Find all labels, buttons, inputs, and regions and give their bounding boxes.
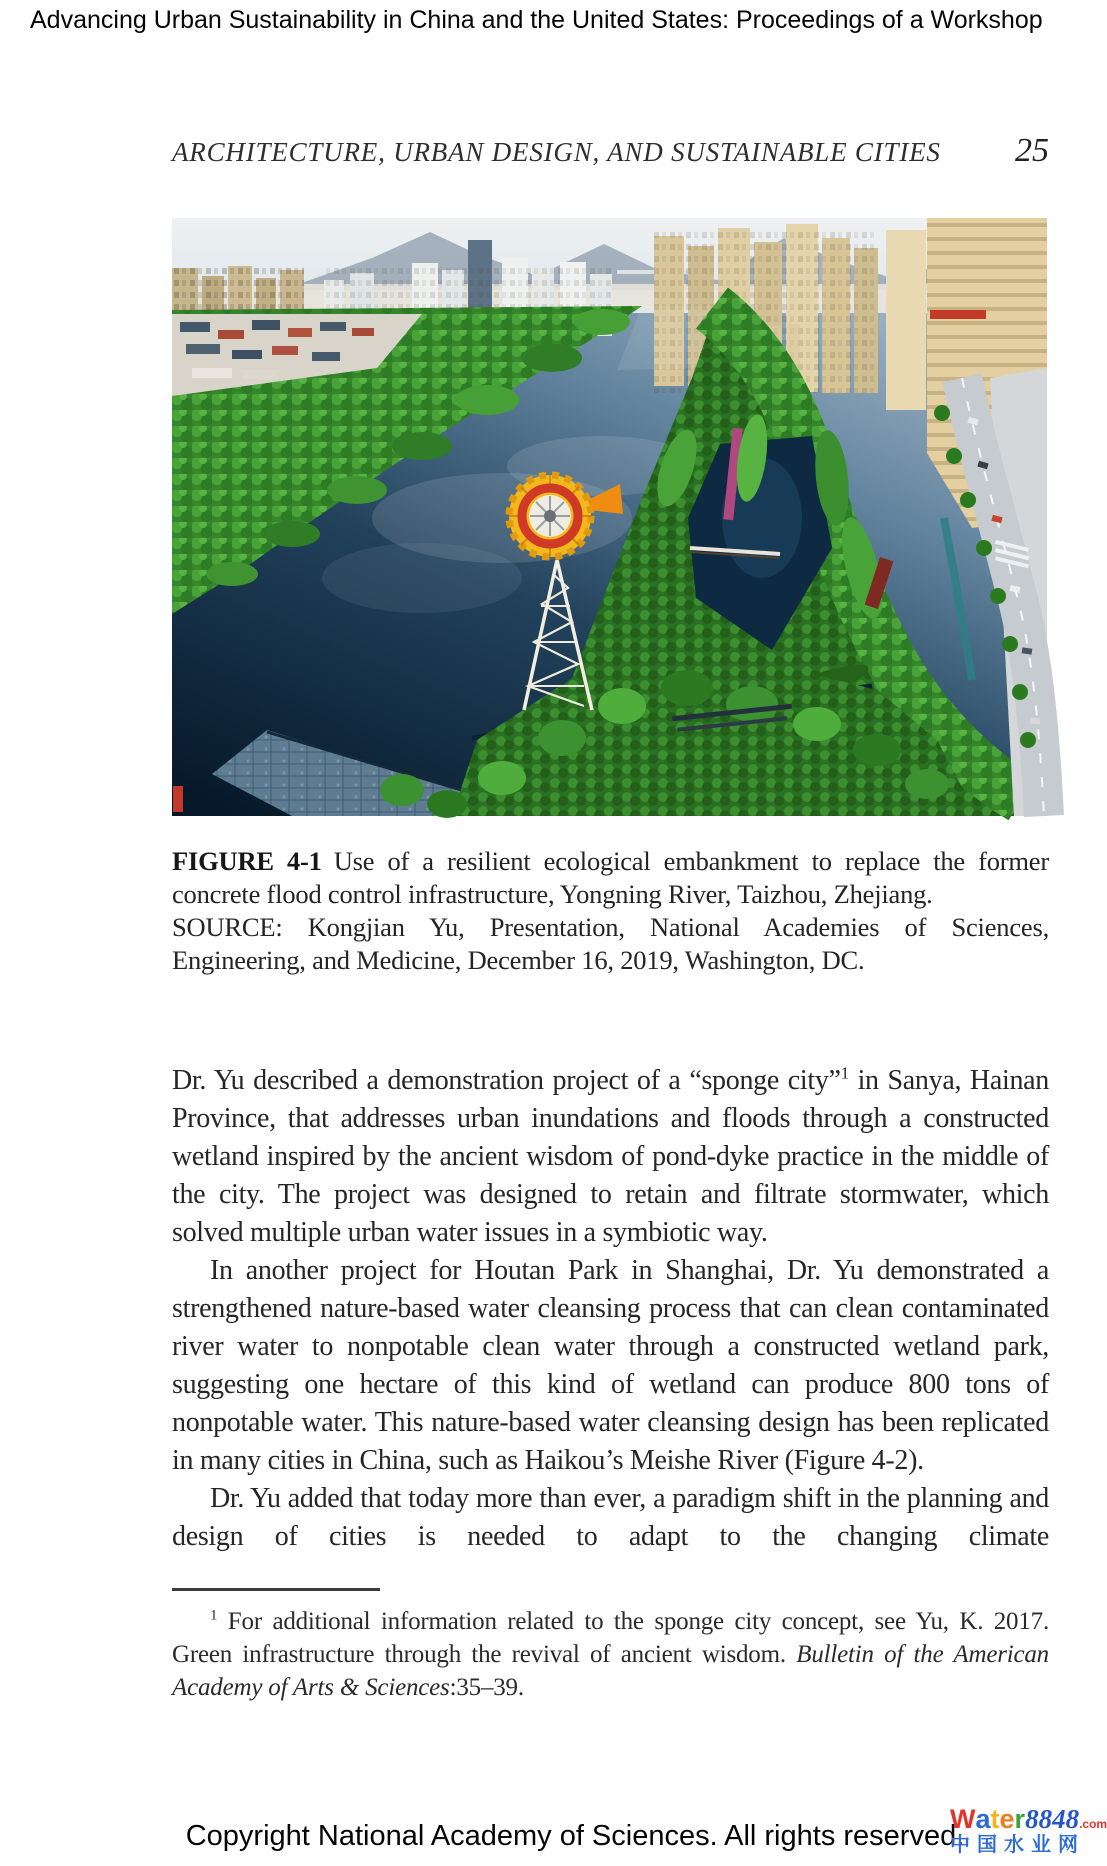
paragraph-1 xyxy=(172,1062,1049,1252)
footnote-reference-1: 1 xyxy=(840,1063,849,1083)
water8848-watermark-logo xyxy=(950,1804,1107,1856)
figure-label: FIGURE 4-1 xyxy=(172,846,322,876)
footnote-text: For additional information related to the sponge city concept, see Yu, K. 2017. Green infrastructure through the revival of ancient wisdom. xyxy=(172,1608,1049,1668)
footnote-block xyxy=(172,1588,1049,1704)
body-text xyxy=(172,1062,1049,1556)
copyright-footer: Copyright National Academy of Sciences. All rights reserved. xyxy=(185,1820,965,1852)
paragraph-1-text: Dr. Yu described a demonstration project of a “sponge city” xyxy=(172,1065,841,1096)
watermark-number: 8848 xyxy=(1025,1804,1080,1834)
watermark-tld: .com xyxy=(1079,1817,1107,1831)
figure-source: SOURCE: Kongjian Yu, Presentation, National Academies of Sciences, Engineering, and Medicine, December 16, 2019, Washington, DC. xyxy=(172,912,1049,975)
page-number: 25 xyxy=(1015,132,1049,169)
red-flag xyxy=(173,786,183,812)
paragraph-1-text-cont: in Sanya, Hainan Province, that addresses urban inundations and floods through a constructed wetland inspired by the ancient wisdom of pond-dyke practice in the middle of the city. The project was designed to retain and filtrate stormwater, which solved multiple urban water issues in a symbiotic way. xyxy=(172,1065,1049,1248)
watermark-letter: e xyxy=(999,1804,1015,1834)
watermark-letter: r xyxy=(1014,1804,1026,1834)
watermark-letter: t xyxy=(990,1804,1000,1834)
figure-caption-block xyxy=(172,845,1049,977)
footnote-rule xyxy=(172,1588,380,1591)
chapter-running-title: ARCHITECTURE, URBAN DESIGN, AND SUSTAINABLE CITIES xyxy=(172,137,941,167)
figure-caption xyxy=(172,845,1049,911)
watermark-letter: W xyxy=(950,1804,976,1834)
watermark-chinese-name: 中国水业网 xyxy=(950,1834,1085,1856)
windmill-wheel xyxy=(509,475,591,557)
footnote-journal-title: Bulletin of the American Academy of Arts & Sciences xyxy=(172,1641,1049,1701)
footnote-1 xyxy=(172,1605,1049,1704)
book-title-header: Advancing Urban Sustainability in China and the United States: Proceedings of a Workshop xyxy=(30,6,1043,34)
footnote-pages: :35–39. xyxy=(449,1674,524,1701)
watermark-letter: a xyxy=(975,1804,991,1834)
paragraph-2: In another project for Houtan Park in Shanghai, Dr. Yu demonstrated a strengthened nature-based water cleansing process that can clean contaminated river water to nonpotable clean water through a constructed wetland park, suggesting one hectare of this kind of wetland can produce 800 tons of nonpotable water. This nature-based water cleansing design has been replicated in many cities in China, such as Haikou’s Meishe River (Figure 4-2). xyxy=(172,1255,1049,1476)
red-awning-strip xyxy=(930,310,986,319)
footnote-marker: 1 xyxy=(210,1607,218,1624)
paragraph-3: Dr. Yu added that today more than ever, a paradigm shift in the planning and design of cities is needed to adapt to the changing climate xyxy=(172,1483,1049,1552)
running-head xyxy=(172,132,1049,170)
figure-caption-text: Use of a resilient ecological embankment to replace the former concrete flood control infrastructure, Yongning River, Taizhou, Zhejiang. xyxy=(172,846,1049,909)
watermark-wordmark xyxy=(950,1804,1107,1834)
figure-4-1-photo xyxy=(172,218,1047,816)
